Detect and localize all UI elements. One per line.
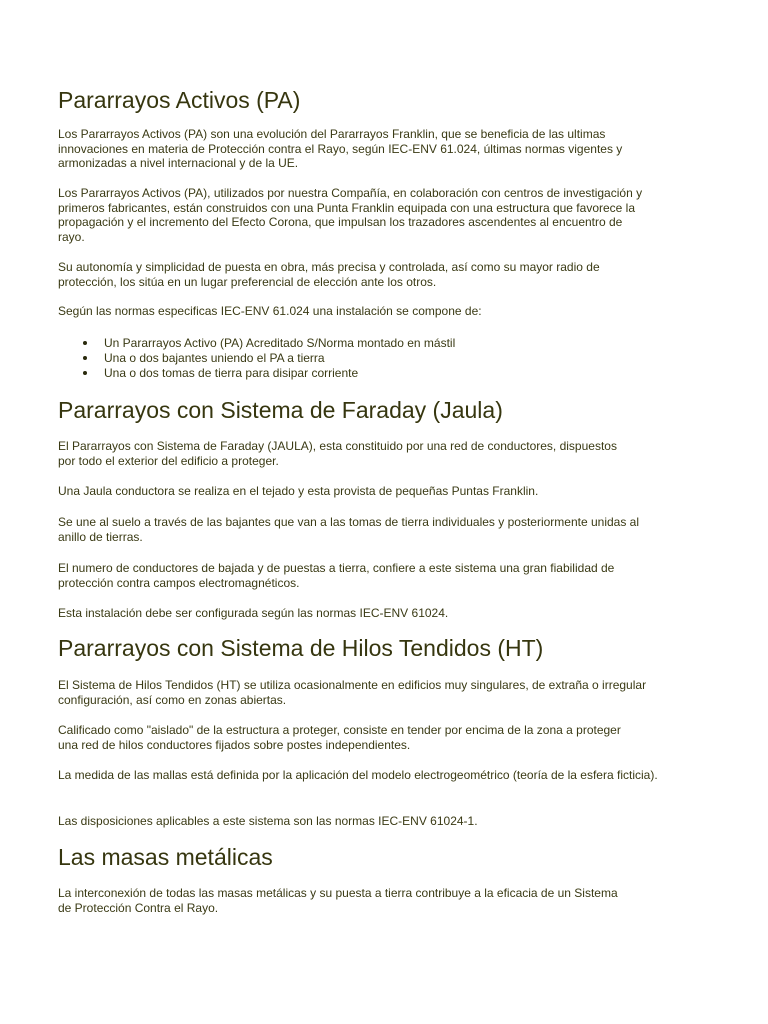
- list-item: Una o dos tomas de tierra para disipar corriente: [58, 366, 658, 381]
- section-heading-masas-metalicas: Las masas metálicas: [58, 844, 273, 870]
- paragraph: El numero de conductores de bajada y de puestas a tierra, confiere a este sistema una gran fiabilidad de protección contra campos electromagnéticos.: [58, 561, 615, 590]
- bullet-icon: [83, 356, 87, 360]
- paragraph: Los Pararrayos Activos (PA) son una evolución del Pararrayos Franklin, que se beneficia de las ultimas innovaciones en materia de Protección contra el Rayo, según IEC-ENV 61.024, últimas normas vigentes y armonizadas a nivel internacional y de la UE.: [58, 127, 623, 170]
- bullet-icon: [83, 371, 87, 375]
- paragraph: Se une al suelo a través de las bajantes que van a las tomas de tierra individuales y posteriormente unidas al anillo de tierras.: [58, 515, 640, 544]
- list-item: Una o dos bajantes uniendo el PA a tierra: [58, 351, 658, 366]
- paragraph: Su autonomía y simplicidad de puesta en obra, más precisa y controlada, así como su mayor radio de protección, los sitúa en un lugar preferencial de elección ante los otros.: [58, 260, 600, 289]
- paragraph: Esta instalación debe ser configurada según las normas IEC-ENV 61024.: [58, 606, 449, 620]
- section-heading-pararrayos-activos: Pararrayos Activos (PA): [58, 87, 301, 113]
- paragraph: El Sistema de Hilos Tendidos (HT) se utiliza ocasionalmente en edificios muy singulares, de extraña o irregular configuración, así como en zonas abiertas.: [58, 678, 647, 707]
- section-heading-sistema-faraday: Pararrayos con Sistema de Faraday (Jaula): [58, 397, 503, 423]
- paragraph: Según las normas especificas IEC-ENV 61.024 una instalación se compone de:: [58, 304, 482, 318]
- section-heading-hilos-tendidos: Pararrayos con Sistema de Hilos Tendidos (HT): [58, 635, 544, 661]
- paragraph: La interconexión de todas las masas metálicas y su puesta a tierra contribuye a la eficacia de un Sistema de Protección Contra el Rayo.: [58, 886, 618, 915]
- paragraph: Los Pararrayos Activos (PA), utilizados por nuestra Compañía, en colaboración con centros de investigación y primeros fabricantes, están construidos con una Punta Franklin equipada con una estructura que favorece la propagación y el incremento del Efecto Corona, que impulsan los trazadores ascendentes al encuentro de rayo.: [58, 186, 643, 244]
- paragraph: La medida de las mallas está definida por la aplicación del modelo electrogeométrico (teoría de la esfera ficticia).: [58, 768, 658, 782]
- list-item: Un Pararrayos Activo (PA) Acreditado S/Norma montado en mástil: [58, 336, 658, 351]
- paragraph: Calificado como "aislado" de la estructura a proteger, consiste en tender por encima de la zona a proteger una red de hilos conductores fijados sobre postes independientes.: [58, 723, 621, 752]
- paragraph: El Pararrayos con Sistema de Faraday (JAULA), esta constituido por una red de conductores, dispuestos por todo el exterior del edificio a proteger.: [58, 439, 617, 468]
- bullet-icon: [83, 341, 87, 345]
- paragraph: Una Jaula conductora se realiza en el tejado y esta provista de pequeñas Puntas Franklin.: [58, 484, 539, 498]
- paragraph: Las disposiciones aplicables a este sistema son las normas IEC-ENV 61024-1.: [58, 814, 478, 828]
- component-list: [58, 336, 658, 381]
